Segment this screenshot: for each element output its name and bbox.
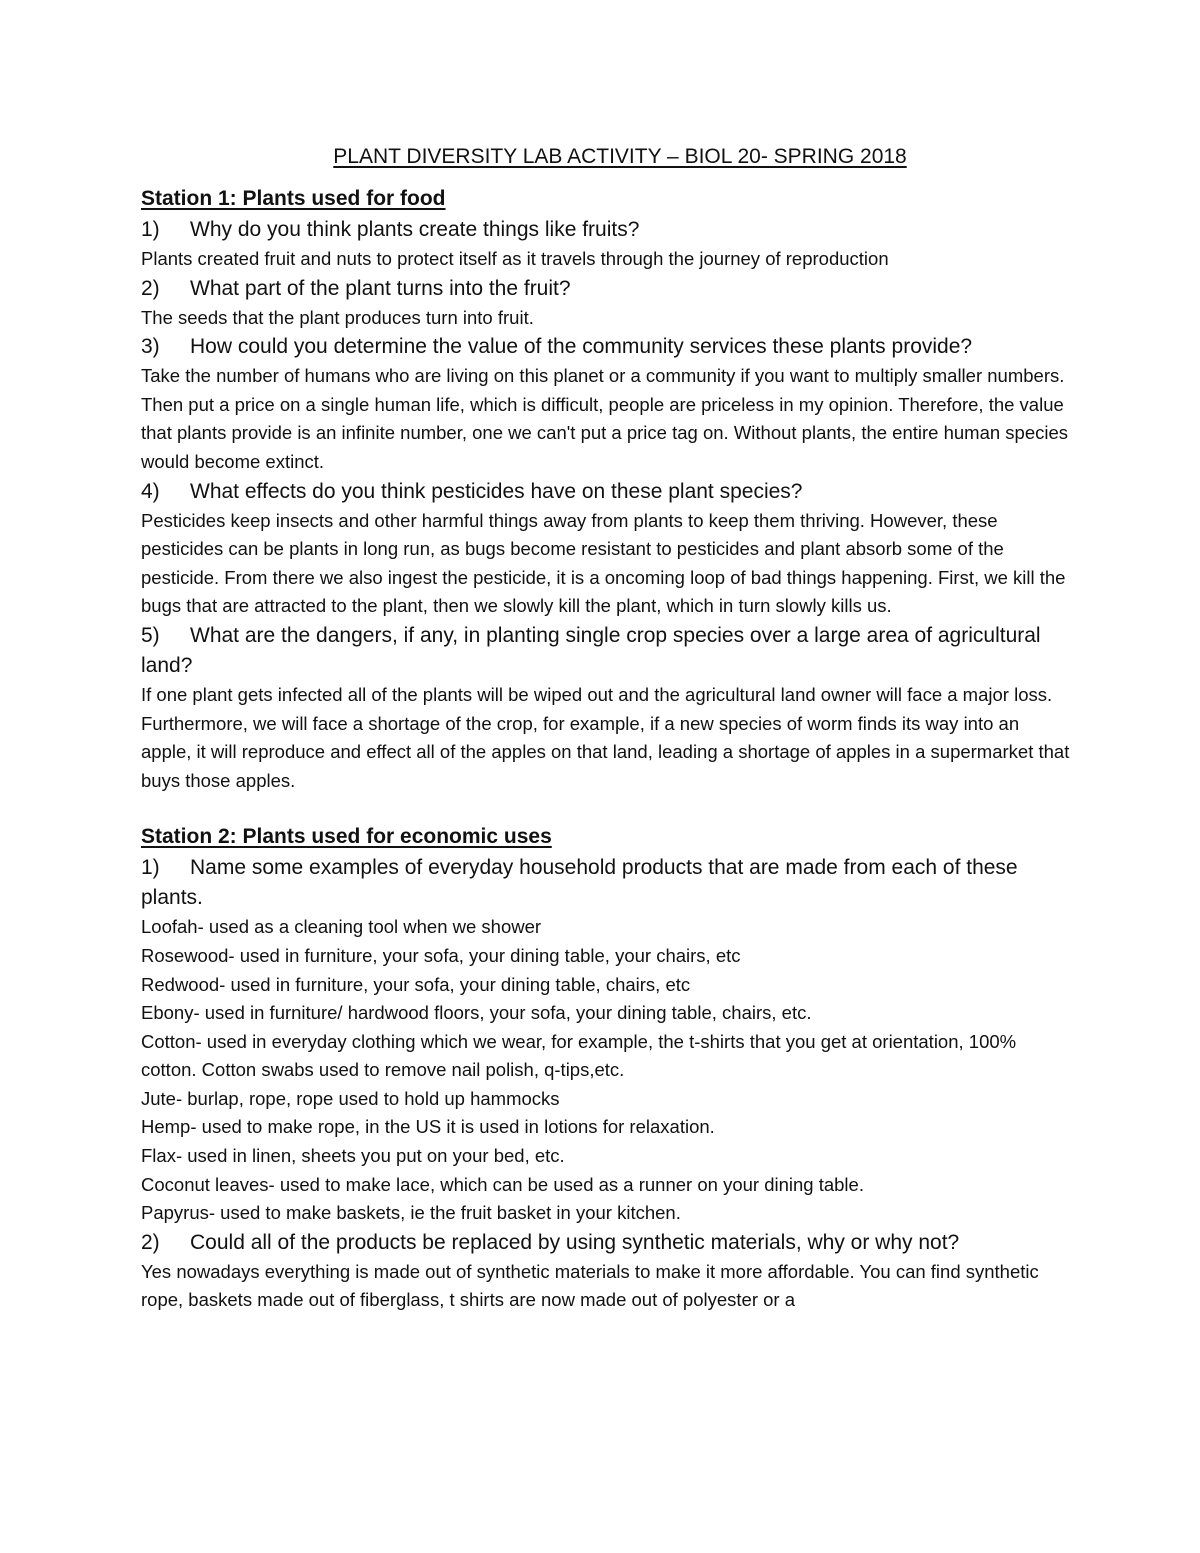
- list-item: Redwood- used in furniture, your sofa, your dining table, chairs, etc: [141, 973, 691, 995]
- list-item: Loofah- used as a cleaning tool when we shower: [141, 916, 542, 938]
- answer-1: Plants created fruit and nuts to protect itself as it travels through the journey of reproduction: [141, 248, 889, 269]
- list-item: Papyrus- used to make baskets, ie the fruit basket in your kitchen.: [141, 1202, 681, 1224]
- answer-3: Take the number of humans who are living on this planet or a community if you want to multiply smaller numbers. Then put a price on a single human life, which is difficult, people are priceless in my opinion. Therefore, the value that plants provide is an infinite number, one we can't put a price tag on. Without plants, the entire human species would become extinct.: [141, 365, 1069, 472]
- question-number: 3): [141, 335, 160, 359]
- question-text: What part of the plant turns into the fruit?: [190, 276, 571, 300]
- list-item: Flax- used in linen, sheets you put on your bed, etc.: [141, 1145, 565, 1167]
- question-3: [141, 332, 1071, 362]
- question-1: [141, 853, 1071, 913]
- answer-5: If one plant gets infected all of the plants will be wiped out and the agricultural land owner will face a major loss. Furthermore, we will face a shortage of the crop, for example, if a new species of worm finds its way into an apple, it will reproduce and effect all of the apples on that land, leading a shortage of apples in a supermarket that buys those apples.: [141, 683, 1070, 791]
- question-4: [141, 477, 1071, 507]
- list-item: Hemp- used to make rope, in the US it is used in lotions for relaxation.: [141, 1116, 715, 1138]
- question-2: [141, 1228, 1071, 1258]
- list-item: Rosewood- used in furniture, your sofa, your dining table, your chairs, etc: [141, 944, 741, 966]
- question-number: 1): [141, 218, 160, 241]
- station-2-section: [141, 821, 1071, 1315]
- question-number: 2): [141, 1230, 160, 1254]
- document-body: [141, 141, 1071, 1315]
- question-number: 4): [141, 479, 160, 503]
- question-1: [141, 215, 1071, 245]
- question-text: What effects do you think pesticides have on these plant species?: [190, 479, 803, 503]
- question-5: [141, 621, 1071, 681]
- question-text: Why do you think plants create things like fruits?: [190, 218, 640, 241]
- product-list: [141, 913, 1071, 1228]
- list-item: Cotton- used in everyday clothing which we wear, for example, the t-shirts that you get at orientation, 100% cotton. Cotton swabs used to remove nail polish, q-tips,etc.: [141, 1030, 1017, 1081]
- question-text: What are the dangers, if any, in planting single crop species over a large area of agricultural land?: [141, 623, 1041, 677]
- question-text: Could all of the products be replaced by using synthetic materials, why or why not?: [190, 1230, 960, 1254]
- list-item: Ebony- used in furniture/ hardwood floors, your sofa, your dining table, chairs, etc.: [141, 1002, 812, 1024]
- station-1-section: [141, 183, 1071, 795]
- question-text: Name some examples of everyday household products that are made from each of these plants.: [141, 856, 1018, 910]
- answer-2: The seeds that the plant produces turn into fruit.: [141, 306, 534, 328]
- section-spacer: [141, 795, 1071, 821]
- question-number: 2): [141, 276, 160, 300]
- question-number: 1): [141, 856, 160, 880]
- station-2-heading: Station 2: Plants used for economic uses: [141, 825, 552, 849]
- list-item: Coconut leaves- used to make lace, which can be used as a runner on your dining table.: [141, 1173, 864, 1195]
- question-text: How could you determine the value of the community services these plants provide?: [190, 335, 973, 359]
- station-1-heading: Station 1: Plants used for food: [141, 187, 446, 210]
- list-item: Jute- burlap, rope, rope used to hold up hammocks: [141, 1087, 560, 1109]
- answer-2: Yes nowadays everything is made out of synthetic materials to make it more affordable. You can find synthetic rope, baskets made out of fiberglass, t shirts are now made out of polyester or a: [141, 1260, 1039, 1311]
- question-number: 5): [141, 623, 160, 647]
- document-title: PLANT DIVERSITY LAB ACTIVITY – BIOL 20- SPRING 2018: [333, 145, 907, 168]
- answer-4: Pesticides keep insects and other harmful things away from plants to keep them thriving. However, these pesticides can be plants in long run, as bugs become resistant to pesticides and plant absorb some of the pesticide. From there we also ingest the pesticide, it is a oncoming loop of bad things happening. First, we kill the bugs that are attracted to the plant, then we slowly kill the plant, which in turn slowly kills us.: [141, 509, 1066, 617]
- question-2: [141, 274, 1071, 304]
